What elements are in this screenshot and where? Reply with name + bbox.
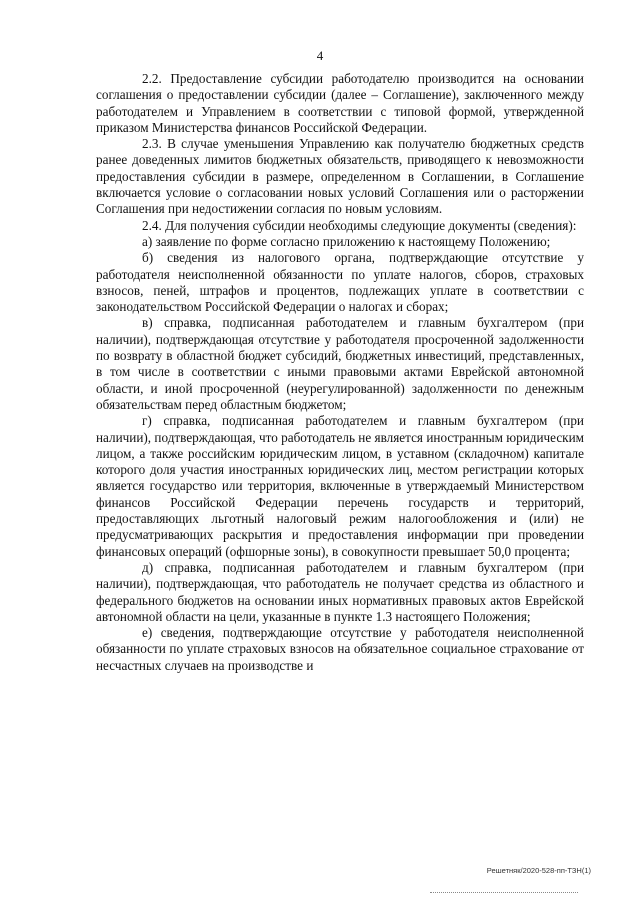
list-item-d: д) справка, подписанная работодателем и главным бухгалтером (при наличии), подтверждающая, что работодатель не получает средства из областного и федерального бюджетов на основании иных нормативных правовых актов Еврейской автономной области на цели, указанные в пункте 1.3 настоящего Положения; <box>96 559 584 624</box>
paragraph-2-2: 2.2. Предоставление субсидии работодателю производится на основании соглашения о предоставлении субсидии (далее – Соглашение), заключенного между работодателем и Управлением в соответствии с типовой формой, утвержденной приказом Министерства финансов Российской Федерации. <box>96 71 584 135</box>
list-item-b: б) сведения из налогового органа, подтверждающие отсутствие у работодателя неисполненной обязанности по уплате налогов, сборов, страховых взносов, пеней, штрафов и процентов, подлежащих уплате в соответствии с законодательством Российской Федерации о налогах и сборах; <box>96 250 584 315</box>
list-item-a: а) заявление по форме согласно приложению к настоящему Положению; <box>142 233 551 249</box>
document-body <box>96 71 584 674</box>
footer-divider <box>430 892 578 893</box>
paragraph-2-4: 2.4. Для получения субсидии необходимы следующие документы (сведения): <box>142 217 577 233</box>
paragraph-2-3: 2.3. В случае уменьшения Управлению как получателю бюджетных средств ранее доведенных лимитов бюджетных обязательств, приводящего к невозможности предоставления субсидии в размере, определенном в Соглашении, в Соглашение включается условие о согласовании новых условий Соглашения или о расторжении Соглашения при недостижении согласия по новым условиям. <box>96 136 584 217</box>
page-number: 4 <box>316 48 324 63</box>
list-item-v: в) справка, подписанная работодателем и главным бухгалтером (при наличии), подтверждающая отсутствие у работодателя просроченной задолженности по возврату в областной бюджет субсидий, бюджетных инвестиций, представленных, в том числе в соответствии с иными правовыми актами Еврейской автономной области, и иной просроченной (неурегулированной) задолженности по денежным обязательствам перед областным бюджетом; <box>96 315 584 412</box>
document-reference: Решетняк/2020-528-пп-ТЗН(1) <box>486 866 591 875</box>
list-item-e: е) сведения, подтверждающие отсутствие у работодателя неисполненной обязанности по уплате страховых взносов на обязательное социальное страхование от несчастных случаев на производстве и <box>96 625 584 673</box>
list-item-g: г) справка, подписанная работодателем и главным бухгалтером (при наличии), подтверждающая, что работодатель не является иностранным юридическим лицом, а также российским юридическим лицом, в уставном (складочном) капитале которого доля участия иностранных юридических лиц, местом регистрации которых является государство или территория, включенные в утверждаемый Министерством финансов Российской Федерации перечень государств и территорий, предоставляющих льготный налоговый режим налогообложения и (или) не предусматривающих раскрытия и предоставления информации при проведении финансовых операций (офшорные зоны), в совокупности превышает 50,0 процента; <box>96 413 584 559</box>
